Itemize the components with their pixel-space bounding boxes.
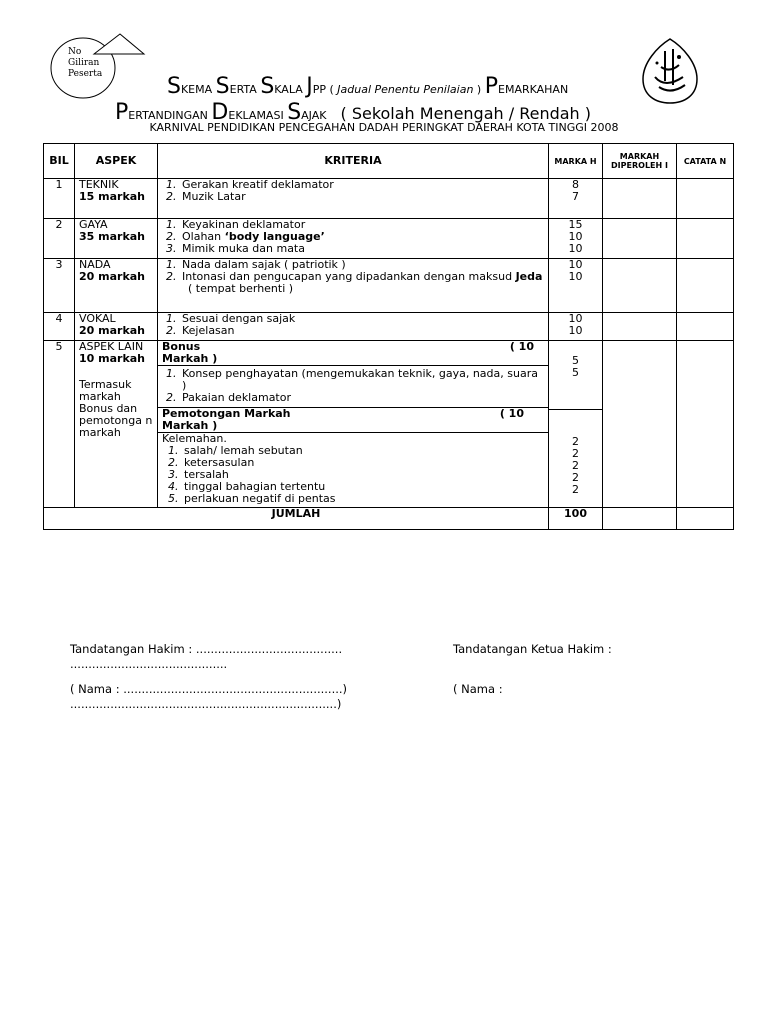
- criteria-item: 2. Muzik Latar: [180, 191, 544, 203]
- criteria-item: 2. Olahan ‘body language’: [180, 231, 544, 243]
- table-row: [44, 219, 734, 259]
- cell-kriteria: [158, 219, 549, 259]
- total-label: JUMLAH: [44, 508, 549, 530]
- title-line-1: SKEMA SERTA SKALA JPP ( Jadual Penentu Penilaian ) PEMARKAHAN: [167, 74, 569, 99]
- cell-markah: 15 10 10: [549, 219, 603, 259]
- head-judge-signature[interactable]: Tandatangan Ketua Hakim :: [453, 642, 612, 656]
- cell-bil: 5: [44, 341, 75, 508]
- table-header-row: [44, 144, 734, 179]
- total-value: 100: [549, 508, 603, 530]
- badge-line1: No: [68, 47, 82, 57]
- cell-aspek: GAYA 35 markah: [75, 219, 158, 259]
- event-subtitle: KARNIVAL PENDIDIKAN PENCEGAHAN DADAH PERINGKAT DAERAH KOTA TINGGI 2008: [149, 121, 619, 134]
- cell-kriteria: [158, 313, 549, 341]
- emblem-logo: [635, 37, 705, 105]
- cell-diperoleh[interactable]: [603, 219, 677, 259]
- header-catatan: CATATA N: [677, 144, 734, 179]
- cell-diperoleh[interactable]: [603, 259, 677, 313]
- judge-name[interactable]: ( Nama : ............................................................): [70, 682, 348, 696]
- cell-diperoleh[interactable]: [603, 341, 677, 508]
- cell-markah: 8 7: [549, 179, 603, 219]
- cell-aspek: ASPEK LAIN 10 markah Termasuk markah Bonus dan pemotonga n markah: [75, 341, 158, 508]
- table-row: [44, 313, 734, 341]
- criteria-item: 2. Pakaian deklamator: [180, 392, 544, 404]
- table-row: [44, 179, 734, 219]
- cell-bil: 2: [44, 219, 75, 259]
- school-level: ( Sekolah Menengah / Rendah ): [340, 104, 592, 123]
- head-judge-name[interactable]: ( Nama :: [453, 682, 503, 696]
- cell-aspek: NADA 20 markah: [75, 259, 158, 313]
- criteria-item: 2. ketersasulan: [182, 457, 544, 469]
- criteria-item: 3. Mimik muka dan mata: [180, 243, 544, 255]
- criteria-item: 2. Intonasi dan pengucapan yang dipadankan dengan maksud Jeda ( tempat berhenti ): [180, 271, 544, 295]
- cell-catatan[interactable]: [677, 219, 734, 259]
- cell-aspek: VOKAL 20 markah: [75, 313, 158, 341]
- criteria-item: 1. Konsep penghayatan (mengemukakan teknik, gaya, nada, suara ): [180, 368, 544, 392]
- badge-line2: Giliran: [68, 58, 100, 68]
- cell-kriteria: [158, 179, 549, 219]
- table-row: [44, 259, 734, 313]
- cell-markah: 10 10: [549, 313, 603, 341]
- table-row: [44, 341, 734, 508]
- bonus-title: Bonus: [162, 340, 201, 353]
- cut-title: Pemotongan Markah: [162, 407, 291, 420]
- total-row: [44, 508, 734, 530]
- criteria-item: 2. Kejelasan: [180, 325, 544, 337]
- cell-bil: 4: [44, 313, 75, 341]
- judge-signature-cont: ...........................................: [70, 657, 228, 671]
- badge-line3: Peserta: [68, 69, 103, 79]
- header-bil: BIL: [44, 144, 75, 179]
- criteria-item: 5. perlakuan negatif di pentas: [182, 493, 544, 505]
- criteria-item: 1. Keyakinan deklamator: [180, 219, 544, 231]
- total-catatan[interactable]: [677, 508, 734, 530]
- judge-signature[interactable]: Tandatangan Hakim : ........................................: [70, 642, 343, 656]
- header-aspek: ASPEK: [75, 144, 158, 179]
- header-markah: MARKA H: [549, 144, 603, 179]
- cell-catatan[interactable]: [677, 259, 734, 313]
- cell-bil: 3: [44, 259, 75, 313]
- judge-name-cont: .........................................................................): [70, 697, 342, 711]
- participant-number-badge: [48, 32, 148, 102]
- cell-markah: 5 5 2 2 2 2 2: [549, 341, 603, 508]
- title-line-2: PERTANDINGAN DEKLAMASI SAJAK ( Sekolah Menengah / Rendah ): [115, 100, 592, 125]
- cell-diperoleh[interactable]: [603, 313, 677, 341]
- criteria-item: 1. Sesuai dengan sajak: [180, 313, 544, 325]
- header-kriteria: KRITERIA: [158, 144, 549, 179]
- criteria-item: 3. tersalah: [182, 469, 544, 481]
- header-diperoleh: MARKAH DIPEROLEH I: [603, 144, 677, 179]
- cell-catatan[interactable]: [677, 313, 734, 341]
- scoring-table: [43, 143, 734, 530]
- cell-bil: 1: [44, 179, 75, 219]
- cell-kriteria: Bonus ( 10 Markah ) 1. Konsep penghayatan (mengemukakan teknik, gaya, nada, suara ) 2. Pakaian deklamator Pemotongan Markah ( 10 Markah ) Kelemahan. 1. salah/ lemah sebutan 2. ketersasulan 3. tersalah 4. tinggal bahagian tertentu 5. perlakuan negatif di pentas: [158, 341, 549, 508]
- criteria-item: 1. Nada dalam sajak ( patriotik ): [180, 259, 544, 271]
- cell-diperoleh[interactable]: [603, 179, 677, 219]
- criteria-item: 1. Gerakan kreatif deklamator: [180, 179, 544, 191]
- cell-catatan[interactable]: [677, 179, 734, 219]
- cell-catatan[interactable]: [677, 341, 734, 508]
- total-diperoleh[interactable]: [603, 508, 677, 530]
- cell-markah: 10 10: [549, 259, 603, 313]
- criteria-item: 1. salah/ lemah sebutan: [182, 445, 544, 457]
- cell-aspek: TEKNIK 15 markah: [75, 179, 158, 219]
- criteria-item: 4. tinggal bahagian tertentu: [182, 481, 544, 493]
- aspek-note: Termasuk markah Bonus dan pemotonga n markah: [79, 378, 153, 439]
- cell-kriteria: [158, 259, 549, 313]
